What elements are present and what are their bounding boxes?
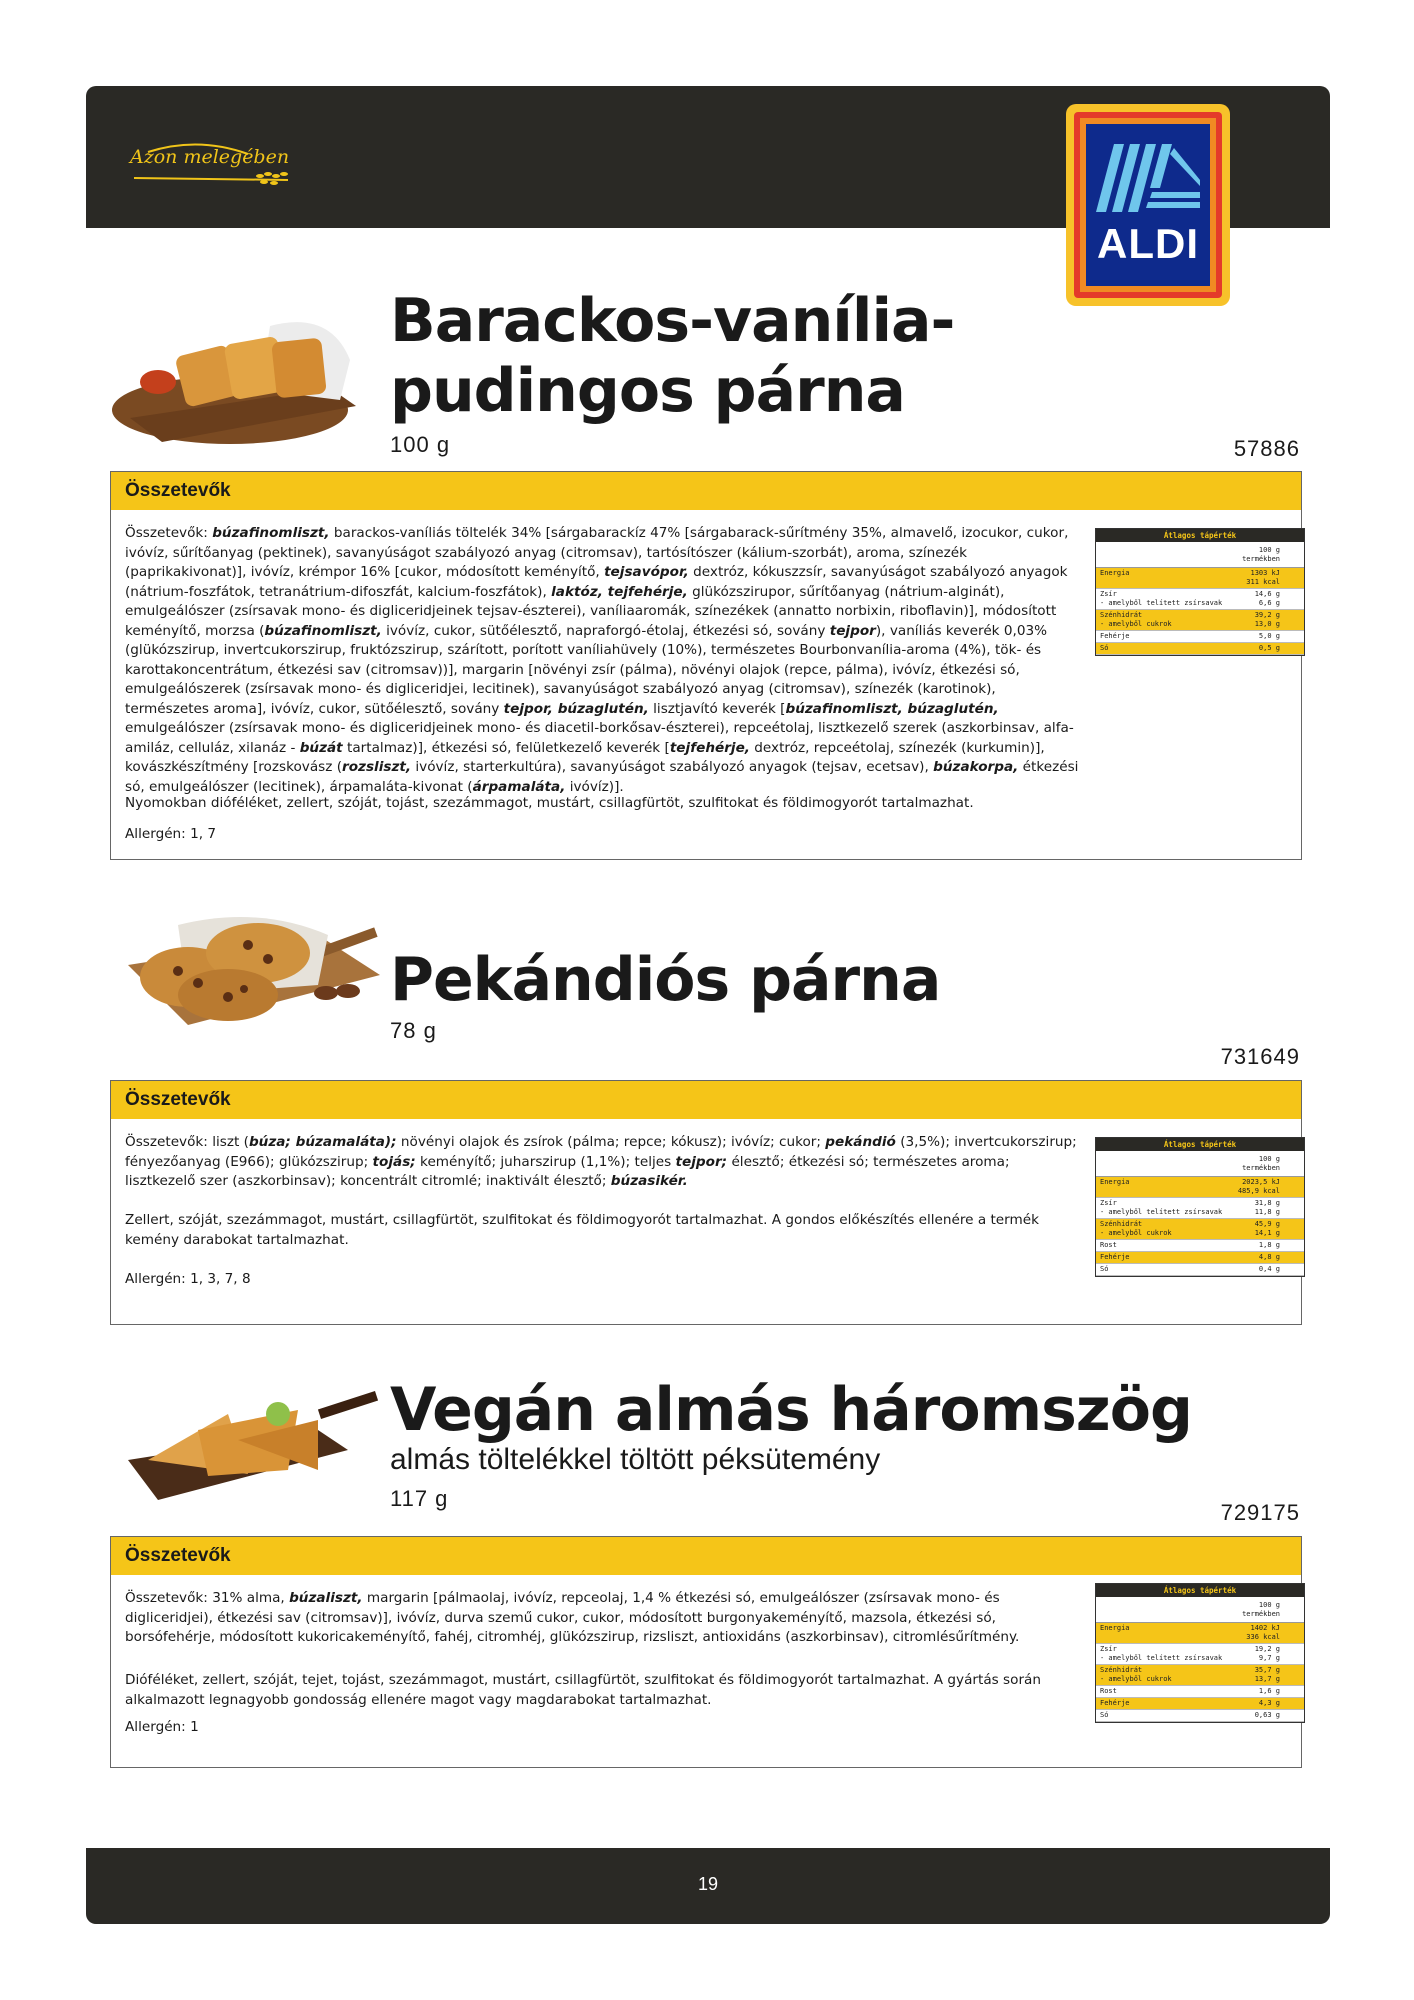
- allergen-info: Allergén: 1, 7: [125, 826, 217, 842]
- ingredients-label: Összetevők:: [125, 525, 213, 541]
- ingredients-text: [125, 524, 1081, 797]
- page-number: 19: [697, 1874, 719, 1894]
- nutrition-value: 39,2 g 13,0 g: [1254, 611, 1280, 628]
- nutrition-row: [1096, 1644, 1304, 1665]
- product-photo-barackos: [110, 300, 370, 460]
- product-weight: 78 g: [390, 1018, 437, 1043]
- product-title: Pekándiós párna: [390, 945, 941, 1015]
- nutrition-row: [1096, 1219, 1304, 1240]
- nutrition-header: Átlagos tápérték: [1096, 1584, 1304, 1597]
- nutrition-label: Fehérje: [1100, 1253, 1130, 1261]
- nutrition-header: Átlagos tápérték: [1096, 529, 1304, 542]
- nutrition-value: 4,8 g: [1258, 1253, 1280, 1261]
- nutrition-label: Zsír - amelyből telített zsírsavak: [1100, 1199, 1223, 1216]
- nutrition-label: Zsír - amelyből telített zsírsavak: [1100, 590, 1223, 607]
- nutrition-label: Fehérje: [1100, 1699, 1130, 1707]
- nutrition-row: [1096, 568, 1304, 589]
- nutrition-value: 45,9 g 14,1 g: [1254, 1220, 1280, 1237]
- nutrition-row: [1096, 1698, 1304, 1710]
- nutrition-row: [1096, 1623, 1304, 1644]
- nutrition-row: [1096, 631, 1304, 643]
- nutrition-row: [1096, 1177, 1304, 1198]
- nutrition-row: [1096, 1198, 1304, 1219]
- product-title: Barackos-vanília- pudingos párna: [390, 286, 955, 426]
- aldi-wordmark: ALDI: [1097, 220, 1199, 267]
- nutrition-label: Energia: [1100, 1178, 1130, 1186]
- nutrition-label: Energia: [1100, 569, 1130, 577]
- nutrition-value: 14,6 g 6,6 g: [1254, 590, 1280, 607]
- nutrition-row: [1096, 610, 1304, 631]
- nutrition-label: Fehérje: [1100, 632, 1130, 640]
- ingredients-panel: [110, 1080, 1302, 1325]
- footer-bar: [86, 1848, 1330, 1924]
- ingredients-panel: [110, 1536, 1302, 1768]
- nutrition-value: 5,0 g: [1258, 632, 1280, 640]
- nutrition-label: Szénhidrát - amelyből cukrok: [1100, 1220, 1172, 1237]
- panel-heading: Összetevők: [111, 472, 1301, 510]
- nutrition-label: Szénhidrát - amelyből cukrok: [1100, 1666, 1172, 1683]
- nutrition-table: [1095, 528, 1305, 656]
- tagline-text: Azon melegében: [130, 146, 290, 168]
- nutrition-column-label: 100 g termékben: [1096, 1597, 1304, 1623]
- nutrition-label: Rost: [1100, 1241, 1117, 1249]
- nutrition-column-label: 100 g termékben: [1096, 1151, 1304, 1177]
- ingredients-label: Összetevők:: [125, 1134, 213, 1150]
- nutrition-label: Energia: [1100, 1624, 1130, 1632]
- product-title: Vegán almás háromszög: [390, 1375, 1192, 1445]
- ingredients-list: 31% alma, búzaliszt, margarin [pálmaolaj, ivóvíz, repceolaj, 1,4 % étkezési só, emulgeálószer (zsírsavak mono- és digliceridjei), étkezési sav (citromsav)], ivóvíz, durva szemű cukor, cukor, módosított burgonyakeményítő, mazsola, étkezési só, borsófehérje, módosított kukoricakeményítő, fahéj, citromhéj, glükózszirup, rizsliszt, antioxidáns (aszkorbinsav), citromlésűrítmény.: [125, 1590, 1020, 1645]
- nutrition-value: 1,8 g: [1258, 1241, 1280, 1249]
- nutrition-table: [1095, 1583, 1305, 1723]
- nutrition-row: [1096, 589, 1304, 610]
- product-weight: 100 g: [390, 432, 451, 457]
- nutrition-value: 19,2 g 9,7 g: [1254, 1645, 1280, 1662]
- nutrition-row: [1096, 1686, 1304, 1698]
- tagline-logo: [128, 140, 298, 188]
- trace-note: Nyomokban dióféléket, zellert, szóját, tojást, szezámmagot, mustárt, csillagfürtöt, szulfitokat és földimogyorót tartalmazhat.: [125, 795, 974, 811]
- nutrition-value: 35,7 g 13,7 g: [1254, 1666, 1280, 1683]
- allergen-info: Allergén: 1: [125, 1719, 199, 1735]
- trace-note: Dióféléket, zellert, szóját, tejet, tojást, szezámmagot, mustárt, csillagfürtöt, szulfitokat és földimogyorót tartalmazhat. A gyártás során alkalmazott legnagyobb gondosság ellenére magot vagy magdarabokat tartalmazhat.: [125, 1672, 1041, 1708]
- nutrition-label: Só: [1100, 1711, 1109, 1719]
- nutrition-row: [1096, 1240, 1304, 1252]
- product-code: 729175: [1220, 1500, 1300, 1525]
- nutrition-label: Szénhidrát - amelyből cukrok: [1100, 611, 1172, 628]
- nutrition-row: [1096, 1264, 1304, 1276]
- nutrition-value: 1402 kJ 336 kcal: [1246, 1624, 1280, 1641]
- nutrition-label: Zsír - amelyből telített zsírsavak: [1100, 1645, 1223, 1662]
- product-code: 57886: [1233, 436, 1300, 461]
- nutrition-value: 4,3 g: [1258, 1699, 1280, 1707]
- nutrition-value: 0,4 g: [1258, 1265, 1280, 1273]
- nutrition-label: Só: [1100, 1265, 1109, 1273]
- nutrition-label: Rost: [1100, 1687, 1117, 1695]
- nutrition-value: 0,63 g: [1254, 1711, 1280, 1719]
- nutrition-value: 31,8 g 11,8 g: [1254, 1199, 1280, 1216]
- ingredients-text: [125, 1133, 1081, 1192]
- ingredients-label: Összetevők:: [125, 1590, 213, 1606]
- nutrition-row: [1096, 643, 1304, 655]
- allergen-info: Allergén: 1, 3, 7, 8: [125, 1271, 251, 1287]
- panel-heading: Összetevők: [111, 1081, 1301, 1119]
- nutrition-value: 1303 kJ 311 kcal: [1246, 569, 1280, 586]
- ingredients-text: [125, 1589, 1081, 1648]
- aldi-stripes-icon: [1094, 136, 1202, 216]
- panel-heading: Összetevők: [111, 1537, 1301, 1575]
- ingredients-panel: [110, 471, 1302, 860]
- trace-note: Zellert, szóját, szezámmagot, mustárt, csillagfürtöt, szulfitokat és földimogyorót tartalmazhat. A gondos előkészítés ellenére a termék kemény darabokat tartalmazhat.: [125, 1212, 1039, 1248]
- aldi-logo: [1066, 104, 1230, 306]
- nutrition-row: [1096, 1665, 1304, 1686]
- product-subtitle: almás töltelékkel töltött péksütemény: [390, 1443, 881, 1476]
- nutrition-column-label: 100 g termékben: [1096, 542, 1304, 568]
- nutrition-row: [1096, 1252, 1304, 1264]
- product-weight: 117 g: [390, 1486, 449, 1511]
- nutrition-row: [1096, 1710, 1304, 1722]
- nutrition-value: 2023,5 kJ 485,9 kcal: [1237, 1178, 1280, 1195]
- product-photo-vegan-almas: [118, 1390, 388, 1510]
- ingredients-list: liszt (búza; búzamaláta); növényi olajok és zsírok (pálma; repce; kókusz); ivóvíz; cukor; pekándió (3,5%); invertcukorszirup; fényezőanyag (E966); glükózszirup; tojás; keményítő; juharszirup (1,1%); teljes tejpor; élesztő; étkezési só; természetes aroma; lisztkezelő szer (aszkorbinsav); koncentrált citromlé; inaktivált élesztő; búzasikér.: [125, 1134, 1077, 1189]
- nutrition-label: Só: [1100, 644, 1109, 652]
- nutrition-table: [1095, 1137, 1305, 1277]
- ingredients-list: búzafinomliszt, barackos-vaníliás töltelék 34% [sárgabarackíz 47% [sárgabarack-sűrítmény 35%, almavelő, izocukor, cukor, ivóvíz, sűrítőanyag (pektinek), savanyúságot szabályozó anyag (citromsav), tartósítószer (kálium-szorbát), aroma, színezék (paprikakivonat)], ivóvíz, krémpor 16% [cukor, módosított keményítő, tejsavópor, dextróz, kókuszzsír, savanyúságot szabályozó anyagok (nátrium-foszfátok, tetranátrium-difoszfát, kalcium-foszfátok), laktóz, tejfehérje, glükózszirupor, sűrítőanyag (nátrium-alginát), emulgeálószer (zsírsavak mono- és digliceridjeinek tejsav-észterei), vaníliaaromák, színezékek (annatto norbixin, riboflavin)], módosított keményítő, morzsa (búzafinomliszt, ivóvíz, cukor, sütőélesztő, napraforgó-étolaj, étkezési só, sovány tejpor), vaníliás keverék 0,03% (glükózszirup, invertcukorszirup, fruktózszirup, szárított, porított vaníliahüvely (10%), természetes Bourbonvanília-aroma (4%), tök- és karottakoncentrátum, étkezési sav (citromsav))], margarin [növényi zsír (pálma), növényi olajok (repce, pálma), ivóvíz, étkezési só, emulgeálószerek (zsírsavak mono- és digliceridjei, lecitinek), savanyúságot szabályozó anyag (citromsav), színezék (karotinok), természetes aroma], ivóvíz, cukor, sütőélesztő, sovány tejpor, búzaglutén, lisztjavító keverék [búzafinomliszt, búzaglutén, emulgeálószer (zsírsavak mono- és digliceridjeinek mono- és diacetil-borkősav-észterei), repceétolaj, lisztkezelő szerek (aszkorbinsav, alfa-amiláz, celluláz, xilanáz - búzát tartalmaz)], étkezési só, felületkezelő keverék [tejfehérje, dextróz, repceétolaj, színezék (kurkumin)], kovászkészítmény [rozskovász (rozsliszt, ivóvíz, starterkultúra), savanyúságot szabályozó anyagok (tejsav, ecetsav), búzakorpa, étkezési só, emulgeálószer (lecitinek), árpamaláta-kivonat (árpamaláta, ivóvíz)].: [125, 525, 1079, 795]
- product-photo-pekandios: [118, 905, 388, 1045]
- product-code: 731649: [1220, 1044, 1300, 1069]
- nutrition-value: 1,6 g: [1258, 1687, 1280, 1695]
- nutrition-value: 0,5 g: [1258, 644, 1280, 652]
- nutrition-header: Átlagos tápérték: [1096, 1138, 1304, 1151]
